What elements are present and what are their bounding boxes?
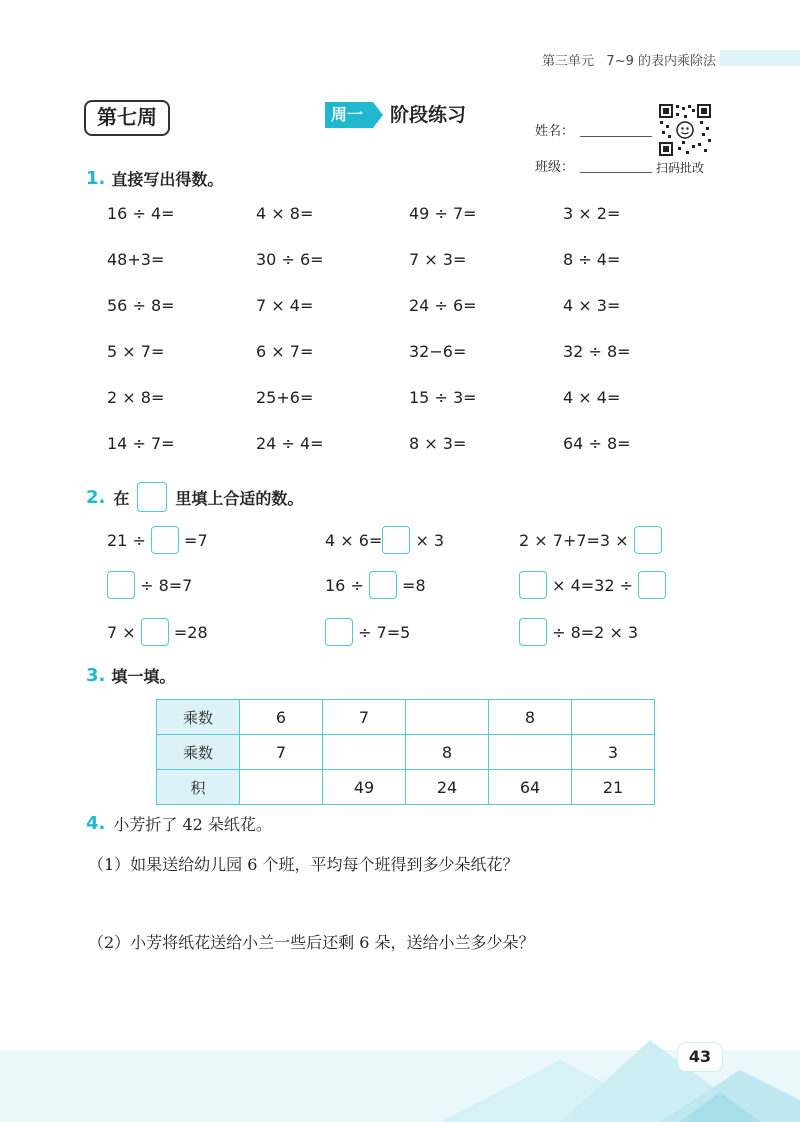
q2-b-right: × 3 [415,530,445,550]
week-tag: 第七周 [84,100,170,136]
page-number: 43 [678,1043,722,1071]
q2-h-right: ÷ 7=5 [358,622,411,642]
q3-number: 3. [86,665,106,686]
table-cell: 7 [240,735,323,770]
q1-heading [86,167,223,190]
class-label: 班级： [535,160,575,175]
answer-box[interactable] [638,571,666,599]
table-cell: 6 [240,700,323,735]
table-cell: 8 [489,700,572,735]
q2-c-left: 2 × 7+7=3 × [519,530,629,550]
q2-heading [86,482,303,512]
unit-title: 第三单元 7~9 的表内乘除法 [542,54,716,69]
arithmetic-item: 64 ÷ 8= [563,434,631,453]
answer-box[interactable] [151,526,179,554]
arithmetic-item: 24 ÷ 6= [409,296,477,315]
table-row [157,700,655,735]
answer-box[interactable] [519,618,547,646]
day-tag: 周一 [325,102,373,128]
arithmetic-item: 15 ÷ 3= [409,388,477,407]
q4-heading [86,812,272,835]
arithmetic-item: 8 × 3= [409,434,467,453]
table-row [157,770,655,805]
arithmetic-item: 7 × 3= [409,250,467,269]
arithmetic-item: 24 ÷ 4= [256,434,324,453]
answer-box[interactable] [107,571,135,599]
q2-b-left: 4 × 6= [325,530,383,550]
q2-a-right: =7 [184,530,208,550]
arithmetic-item: 32−6= [409,342,467,361]
answer-box[interactable] [519,571,547,599]
table-cell: 49 [323,770,406,805]
arithmetic-item: 56 ÷ 8= [107,296,175,315]
q2-a-left: 21 ÷ [107,530,146,550]
q2-item-d [107,571,192,599]
q2-title-after: 里填上合适的数。 [175,488,304,508]
arithmetic-item: 32 ÷ 8= [563,342,631,361]
arithmetic-item: 4 × 4= [563,388,621,407]
q4-sub-question-1: （1）如果送给幼儿园 6 个班，平均每个班得到多少朵纸花？ [88,855,519,874]
scan-label: 扫码批改 [656,161,705,175]
q2-e-right: =8 [402,575,426,595]
blank-answer-cell[interactable] [572,700,655,735]
arithmetic-item: 48+3= [107,250,165,269]
arithmetic-item: 25+6= [256,388,314,407]
q2-item-h [325,618,410,646]
arithmetic-item: 49 ÷ 7= [409,204,477,223]
q2-item-i [519,618,638,646]
q2-i-right: ÷ 8=2 × 3 [552,622,639,642]
answer-box[interactable] [369,571,397,599]
blank-answer-cell[interactable] [489,735,572,770]
q2-item-e [325,571,426,599]
q2-number: 2. [86,486,106,508]
q1-title: 直接写出得数。 [111,170,224,189]
blank-answer-cell[interactable] [323,735,406,770]
q1-number: 1. [86,168,106,189]
arithmetic-item: 4 × 8= [256,204,314,223]
q2-g-left: 7 × [107,622,136,642]
arithmetic-item: 14 ÷ 7= [107,434,175,453]
arithmetic-item: 16 ÷ 4= [107,204,175,223]
table-cell: 7 [323,700,406,735]
table-cell: 64 [489,770,572,805]
name-field[interactable] [580,135,652,137]
q4-title: 小芳折了 42 朵纸花。 [113,815,272,834]
q2-g-right: =28 [173,622,208,642]
answer-box[interactable] [141,618,169,646]
multiplication-table [156,699,655,805]
arithmetic-item: 8 ÷ 4= [563,250,621,269]
table-cell: 24 [406,770,489,805]
class-field[interactable] [580,171,652,173]
row-header: 乘数 [157,735,240,770]
arithmetic-item: 4 × 3= [563,296,621,315]
name-label: 姓名： [535,124,575,139]
q4-sub-question-2: （2）小芳将纸花送给小兰一些后还剩 6 朵，送给小兰多少朵？ [88,933,535,952]
q4-number: 4. [86,813,106,834]
arithmetic-item: 5 × 7= [107,342,165,361]
answer-box[interactable] [634,526,662,554]
answer-box[interactable] [325,618,353,646]
q3-title: 填一填。 [111,667,176,686]
page-title: 阶段练习 [390,104,467,126]
q2-item-g [107,618,208,646]
row-header: 积 [157,770,240,805]
arithmetic-item: 6 × 7= [256,342,314,361]
q2-d-right: ÷ 8=7 [140,575,193,595]
table-row [157,735,655,770]
q2-title-before: 在 [113,488,130,508]
table-cell: 21 [572,770,655,805]
footer-mountains-decoration [0,1020,800,1122]
table-cell: 8 [406,735,489,770]
blank-answer-cell[interactable] [240,770,323,805]
row-header: 乘数 [157,700,240,735]
arithmetic-item: 30 ÷ 6= [256,250,324,269]
q2-e-left: 16 ÷ [325,575,364,595]
q2-item-b [325,526,444,554]
q2-item-c [519,526,662,554]
day-tag-arrow [373,102,383,128]
q2-f-right: × 4=32 ÷ [552,575,634,595]
answer-box-sample [137,482,167,512]
qr-code-icon[interactable] [658,103,712,157]
arithmetic-item: 7 × 4= [256,296,314,315]
answer-box[interactable] [382,526,410,554]
q3-heading [86,664,175,687]
arithmetic-item: 2 × 8= [107,388,165,407]
q2-item-a [107,526,208,554]
table-cell: 3 [572,735,655,770]
blank-answer-cell[interactable] [406,700,489,735]
q2-item-f [519,571,666,599]
arithmetic-item: 3 × 2= [563,204,621,223]
